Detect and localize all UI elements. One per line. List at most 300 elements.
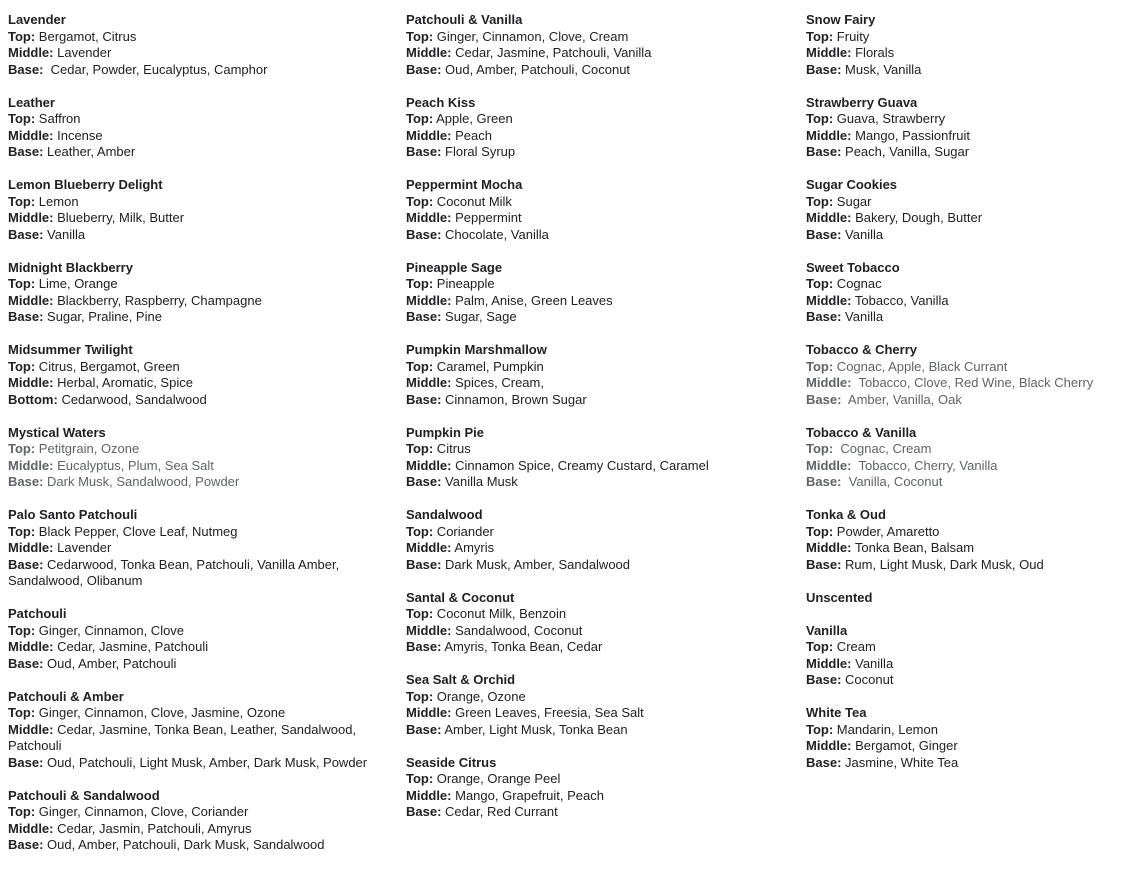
column-left bbox=[8, 12, 406, 870]
note-value: Palm, Anise, Green Leaves bbox=[451, 292, 613, 308]
note-line bbox=[406, 705, 792, 722]
note-line bbox=[8, 309, 394, 326]
note-label: Top: bbox=[806, 441, 834, 456]
fragrance-name: Midsummer Twilight bbox=[8, 342, 133, 357]
note-value: Oud, Patchouli, Light Musk, Amber, Dark Musk, Powder bbox=[43, 754, 368, 770]
note-line bbox=[806, 276, 1143, 293]
note-value: Sugar, Sage bbox=[441, 309, 517, 324]
note-line bbox=[406, 639, 792, 656]
note-value: Oud, Amber, Patchouli bbox=[43, 655, 177, 671]
note-value: Citrus, Bergamot, Green bbox=[35, 358, 180, 374]
note-label: Top: bbox=[406, 523, 434, 539]
fragrance-name: Peppermint Mocha bbox=[406, 177, 523, 192]
note-value: Sugar bbox=[833, 193, 872, 209]
note-label: Middle: bbox=[8, 210, 54, 225]
fragrance-name: Snow Fairy bbox=[806, 12, 876, 27]
fragrance-entry bbox=[406, 425, 792, 491]
fragrance-name: Mystical Waters bbox=[8, 424, 106, 440]
note-label: Top: bbox=[806, 358, 834, 374]
note-label: Top: bbox=[8, 622, 36, 638]
note-label: Middle: bbox=[806, 655, 852, 671]
note-line bbox=[806, 540, 1143, 557]
note-line bbox=[406, 804, 792, 821]
note-value: Bergamot, Ginger bbox=[851, 738, 958, 753]
note-line bbox=[8, 705, 394, 722]
fragrance-entry bbox=[8, 342, 394, 408]
note-line bbox=[806, 309, 1143, 326]
fragrance-name: White Tea bbox=[806, 705, 867, 720]
note-label: Middle: bbox=[806, 210, 852, 225]
note-label: Middle: bbox=[806, 45, 852, 60]
fragrance-entry bbox=[406, 260, 792, 326]
note-value: Coconut Milk bbox=[433, 193, 512, 209]
note-line bbox=[806, 722, 1143, 739]
note-value: Tobacco, Cherry, Vanilla bbox=[851, 457, 998, 473]
note-label: Base: bbox=[406, 391, 442, 407]
note-line bbox=[8, 458, 394, 475]
note-label: Base: bbox=[806, 61, 842, 77]
note-line bbox=[8, 821, 394, 838]
fragrance-name: Santal & Coconut bbox=[406, 589, 515, 605]
note-line bbox=[8, 392, 394, 409]
note-label: Base: bbox=[406, 474, 442, 489]
note-value: Powder, Amaretto bbox=[833, 523, 940, 539]
note-value: Bergamot, Citrus bbox=[35, 28, 137, 44]
note-value: Lime, Orange bbox=[35, 276, 118, 291]
note-value: Dark Musk, Sandalwood, Powder bbox=[43, 474, 240, 489]
note-line bbox=[806, 738, 1143, 755]
note-label: Middle: bbox=[806, 738, 852, 753]
note-value: Dark Musk, Amber, Sandalwood bbox=[441, 556, 631, 572]
note-label: Middle: bbox=[806, 127, 852, 143]
note-label: Base: bbox=[806, 556, 842, 572]
note-value: Amber, Vanilla, Oak bbox=[841, 391, 962, 407]
note-line bbox=[406, 788, 792, 805]
fragrance-name: Sweet Tobacco bbox=[806, 259, 900, 275]
note-line bbox=[806, 474, 1143, 491]
note-line bbox=[8, 128, 394, 145]
note-line bbox=[806, 29, 1143, 46]
note-value: Floral Syrup bbox=[441, 144, 516, 159]
note-line bbox=[8, 804, 394, 821]
note-value: Cognac, Cream bbox=[833, 441, 932, 456]
note-label: Base: bbox=[806, 754, 842, 770]
note-value: Amber, Light Musk, Tonka Bean bbox=[441, 721, 628, 737]
note-value: Mango, Passionfruit bbox=[851, 127, 971, 143]
note-value: Ginger, Cinnamon, Clove, Cream bbox=[433, 28, 629, 44]
note-line bbox=[806, 375, 1143, 392]
note-line bbox=[406, 474, 792, 491]
note-line bbox=[406, 392, 792, 409]
note-label: Top: bbox=[806, 111, 834, 126]
note-line bbox=[406, 771, 792, 788]
note-label: Base: bbox=[806, 144, 842, 159]
note-value: Cream bbox=[833, 639, 876, 654]
note-label: Top: bbox=[806, 193, 834, 209]
note-label: Base: bbox=[8, 837, 44, 852]
note-label: Middle: bbox=[406, 127, 452, 143]
note-label: Top: bbox=[8, 111, 36, 126]
fragrance-entry bbox=[806, 12, 1143, 78]
note-label: Middle: bbox=[8, 127, 54, 143]
note-line bbox=[406, 128, 792, 145]
note-label: Middle: bbox=[406, 622, 452, 638]
note-label: Top: bbox=[406, 688, 434, 704]
fragrance-entry bbox=[8, 425, 394, 491]
fragrance-entry bbox=[806, 342, 1143, 408]
note-value: Orange, Orange Peel bbox=[433, 771, 561, 786]
note-line bbox=[8, 111, 394, 128]
note-line bbox=[806, 755, 1143, 772]
note-value: Lavender bbox=[53, 45, 112, 60]
note-value: Ginger, Cinnamon, Clove, Coriander bbox=[35, 804, 249, 819]
note-line bbox=[806, 62, 1143, 79]
note-label: Top: bbox=[806, 28, 834, 44]
note-label: Top: bbox=[406, 111, 434, 126]
note-line bbox=[8, 375, 394, 392]
note-label: Base: bbox=[806, 474, 842, 489]
note-value: Mango, Grapefruit, Peach bbox=[451, 787, 604, 803]
fragrance-entry bbox=[8, 177, 394, 243]
note-value: Coriander bbox=[433, 523, 494, 539]
fragrance-name: Patchouli & Amber bbox=[8, 688, 124, 704]
note-label: Middle: bbox=[8, 375, 54, 390]
note-line bbox=[406, 359, 792, 376]
note-line bbox=[806, 524, 1143, 541]
note-value: Coconut bbox=[841, 672, 894, 687]
fragrance-entry bbox=[806, 260, 1143, 326]
note-label: Middle: bbox=[8, 540, 54, 555]
note-line bbox=[8, 474, 394, 491]
note-line bbox=[8, 359, 394, 376]
note-value: Cedar, Powder, Eucalyptus, Camphor bbox=[43, 61, 268, 77]
note-value: Tonka Bean, Balsam bbox=[851, 540, 975, 555]
note-label: Base: bbox=[406, 556, 442, 572]
note-label: Top: bbox=[406, 771, 434, 786]
note-label: Base: bbox=[406, 804, 442, 819]
note-value: Pineapple bbox=[433, 276, 495, 291]
note-value: Spices, Cream, bbox=[451, 375, 544, 390]
note-label: Top: bbox=[8, 441, 36, 456]
note-value: Amyris, Tonka Bean, Cedar bbox=[441, 639, 603, 654]
note-value: Leather, Amber bbox=[43, 144, 136, 159]
note-label: Base: bbox=[806, 391, 842, 407]
note-value: Lavender bbox=[53, 540, 112, 555]
note-line bbox=[806, 144, 1143, 161]
fragrance-name: Sea Salt & Orchid bbox=[406, 672, 516, 687]
note-value: Caramel, Pumpkin bbox=[433, 358, 544, 374]
note-label: Top: bbox=[406, 441, 434, 456]
note-label: Base: bbox=[406, 61, 442, 77]
note-line bbox=[806, 639, 1143, 656]
fragrance-name: Tobacco & Vanilla bbox=[806, 424, 917, 440]
note-line bbox=[406, 276, 792, 293]
note-label: Base: bbox=[8, 144, 44, 159]
note-label: Base: bbox=[8, 309, 44, 324]
note-line bbox=[8, 210, 394, 227]
note-line bbox=[806, 227, 1143, 244]
note-value: Vanilla bbox=[841, 226, 884, 242]
note-label: Base: bbox=[406, 309, 442, 324]
note-value: Bakery, Dough, Butter bbox=[851, 210, 983, 225]
note-line bbox=[8, 722, 394, 755]
fragrance-name: Midnight Blackberry bbox=[8, 259, 133, 275]
note-line bbox=[8, 62, 394, 79]
note-value: Tobacco, Clove, Red Wine, Black Cherry bbox=[851, 375, 1094, 390]
fragrance-entry bbox=[406, 95, 792, 161]
note-line bbox=[406, 722, 792, 739]
note-line bbox=[806, 392, 1143, 409]
note-label: Top: bbox=[8, 193, 36, 209]
note-value: Blackberry, Raspberry, Champagne bbox=[53, 292, 262, 308]
note-label: Base: bbox=[406, 639, 442, 654]
note-line bbox=[806, 293, 1143, 310]
note-line bbox=[406, 45, 792, 62]
note-label: Top: bbox=[8, 705, 36, 720]
fragrance-name: Strawberry Guava bbox=[806, 94, 918, 110]
fragrance-name: Peach Kiss bbox=[406, 94, 476, 110]
note-value: Lemon bbox=[35, 193, 79, 209]
note-value: Vanilla bbox=[841, 309, 884, 324]
note-label: Base: bbox=[806, 309, 842, 324]
note-value: Saffron bbox=[35, 111, 81, 126]
note-value: Mandarin, Lemon bbox=[833, 721, 938, 737]
note-value: Rum, Light Musk, Dark Musk, Oud bbox=[841, 556, 1044, 572]
note-value: Sandalwood, Coconut bbox=[451, 622, 583, 638]
note-value: Incense bbox=[53, 127, 103, 143]
note-label: Base: bbox=[8, 556, 44, 572]
note-value: Cinnamon, Brown Sugar bbox=[441, 391, 587, 407]
note-line bbox=[806, 128, 1143, 145]
note-value: Sugar, Praline, Pine bbox=[43, 309, 162, 324]
note-value: Vanilla bbox=[43, 226, 86, 242]
note-value: Guava, Strawberry bbox=[833, 111, 946, 126]
note-label: Top: bbox=[806, 276, 834, 291]
note-value: Fruity bbox=[833, 28, 870, 44]
note-value: Coconut Milk, Benzoin bbox=[433, 606, 567, 621]
note-label: Base: bbox=[406, 144, 442, 159]
fragrance-name: Palo Santo Patchouli bbox=[8, 507, 138, 522]
note-label: Base: bbox=[8, 754, 44, 770]
note-value: Cedar, Jasmin, Patchouli, Amyrus bbox=[53, 820, 252, 836]
fragrance-entry bbox=[406, 672, 792, 738]
note-line bbox=[806, 672, 1143, 689]
note-value: Tobacco, Vanilla bbox=[851, 292, 949, 308]
note-value: Eucalyptus, Plum, Sea Salt bbox=[53, 457, 214, 473]
note-line bbox=[8, 293, 394, 310]
note-value: Oud, Amber, Patchouli, Dark Musk, Sandalwood bbox=[43, 837, 325, 852]
note-label: Top: bbox=[8, 276, 36, 291]
note-line bbox=[406, 293, 792, 310]
note-label: Base: bbox=[406, 226, 442, 242]
note-value: Cedar, Jasmine, Patchouli, Vanilla bbox=[451, 45, 652, 60]
fragrance-entry bbox=[806, 425, 1143, 491]
fragrance-entry bbox=[806, 623, 1143, 689]
fragrance-name: Seaside Citrus bbox=[406, 754, 497, 770]
note-label: Bottom: bbox=[8, 391, 58, 407]
column-middle bbox=[406, 12, 806, 870]
note-label: Base: bbox=[8, 474, 44, 489]
note-label: Middle: bbox=[806, 457, 852, 473]
note-value: Musk, Vanilla bbox=[841, 61, 922, 77]
note-value: Oud, Amber, Patchouli, Coconut bbox=[441, 61, 631, 77]
note-line bbox=[806, 359, 1143, 376]
note-line bbox=[8, 540, 394, 557]
note-line bbox=[406, 194, 792, 211]
note-label: Top: bbox=[406, 276, 434, 291]
note-value: Cedarwood, Tonka Bean, Patchouli, Vanilla Amber, Sandalwood, Olibanum bbox=[8, 556, 343, 588]
note-value: Cedarwood, Sandalwood bbox=[57, 391, 207, 407]
fragrance-entry bbox=[406, 590, 792, 656]
note-value: Cognac bbox=[833, 276, 882, 291]
fragrance-entry bbox=[806, 705, 1143, 771]
note-label: Middle: bbox=[406, 457, 452, 473]
note-line bbox=[8, 639, 394, 656]
note-label: Top: bbox=[8, 358, 36, 374]
fragrance-name: Tonka & Oud bbox=[806, 507, 886, 522]
note-line bbox=[806, 557, 1143, 574]
fragrance-entry bbox=[406, 12, 792, 78]
note-label: Middle: bbox=[406, 45, 452, 60]
note-value: Ginger, Cinnamon, Clove bbox=[35, 622, 185, 638]
note-line bbox=[406, 524, 792, 541]
note-line bbox=[406, 111, 792, 128]
fragrance-name: Sandalwood bbox=[406, 507, 483, 522]
fragrance-entry bbox=[8, 689, 394, 772]
note-label: Middle: bbox=[8, 45, 54, 60]
note-value: Orange, Ozone bbox=[433, 688, 526, 704]
note-value: Herbal, Aromatic, Spice bbox=[53, 375, 193, 390]
note-value: Vanilla Musk bbox=[441, 474, 518, 489]
note-line bbox=[806, 194, 1143, 211]
note-value: Peach bbox=[451, 127, 492, 143]
note-label: Middle: bbox=[406, 705, 452, 720]
fragrance-name: Patchouli & Vanilla bbox=[406, 12, 523, 27]
note-label: Middle: bbox=[806, 540, 852, 555]
fragrance-entry bbox=[406, 755, 792, 821]
fragrance-entry bbox=[806, 177, 1143, 243]
fragrance-entry bbox=[8, 260, 394, 326]
note-value: Peppermint bbox=[451, 210, 522, 225]
note-line bbox=[406, 375, 792, 392]
fragrance-entry bbox=[806, 590, 1143, 607]
note-line bbox=[406, 62, 792, 79]
note-label: Base: bbox=[806, 672, 842, 687]
note-value: Vanilla bbox=[851, 655, 894, 671]
note-value: Green Leaves, Freesia, Sea Salt bbox=[451, 705, 644, 720]
fragrance-entry bbox=[8, 507, 394, 590]
fragrance-name: Lemon Blueberry Delight bbox=[8, 177, 163, 192]
fragrance-name: Pumpkin Marshmallow bbox=[406, 342, 547, 357]
note-value: Apple, Green bbox=[433, 111, 513, 126]
note-line bbox=[406, 458, 792, 475]
note-line bbox=[8, 45, 394, 62]
note-label: Middle: bbox=[406, 292, 452, 308]
note-line bbox=[406, 29, 792, 46]
note-label: Base: bbox=[406, 721, 442, 737]
note-line bbox=[806, 111, 1143, 128]
note-label: Base: bbox=[806, 226, 842, 242]
note-line bbox=[406, 606, 792, 623]
note-label: Top: bbox=[806, 721, 834, 737]
note-line bbox=[8, 276, 394, 293]
note-value: Cognac, Apple, Black Currant bbox=[833, 358, 1008, 374]
note-label: Middle: bbox=[406, 787, 452, 803]
note-label: Top: bbox=[406, 358, 434, 374]
note-value: Blueberry, Milk, Butter bbox=[53, 210, 185, 225]
fragrance-name: Patchouli bbox=[8, 606, 67, 621]
fragrance-entry bbox=[806, 507, 1143, 573]
fragrance-name: Pineapple Sage bbox=[406, 259, 503, 275]
note-line bbox=[406, 689, 792, 706]
note-label: Middle: bbox=[8, 292, 54, 308]
note-line bbox=[406, 623, 792, 640]
fragrance-name: Vanilla bbox=[806, 622, 848, 638]
note-line bbox=[8, 194, 394, 211]
note-value: Cedar, Jasmine, Patchouli bbox=[53, 639, 209, 654]
fragrance-name: Lavender bbox=[8, 12, 66, 27]
note-line bbox=[406, 210, 792, 227]
fragrance-entry bbox=[8, 788, 394, 854]
fragrance-name: Unscented bbox=[806, 589, 873, 605]
fragrance-entry bbox=[8, 606, 394, 672]
note-line bbox=[406, 144, 792, 161]
fragrance-name: Patchouli & Sandalwood bbox=[8, 787, 160, 803]
note-label: Middle: bbox=[806, 375, 852, 390]
fragrance-name: Sugar Cookies bbox=[806, 177, 898, 192]
note-value: Citrus bbox=[433, 441, 471, 456]
note-line bbox=[8, 227, 394, 244]
note-value: Cinnamon Spice, Creamy Custard, Caramel bbox=[451, 457, 709, 473]
note-label: Middle: bbox=[8, 639, 54, 654]
note-line bbox=[806, 45, 1143, 62]
note-line bbox=[406, 557, 792, 574]
fragrance-name: Pumpkin Pie bbox=[406, 424, 485, 440]
note-label: Middle: bbox=[8, 820, 54, 836]
note-label: Top: bbox=[806, 523, 834, 539]
note-line bbox=[806, 441, 1143, 458]
note-line bbox=[8, 144, 394, 161]
note-line bbox=[8, 557, 394, 590]
note-line bbox=[8, 441, 394, 458]
note-label: Base: bbox=[8, 655, 44, 671]
note-label: Top: bbox=[8, 28, 36, 44]
note-value: Chocolate, Vanilla bbox=[441, 226, 549, 242]
note-line bbox=[406, 441, 792, 458]
column-right bbox=[806, 12, 1143, 870]
note-line bbox=[8, 29, 394, 46]
note-line bbox=[406, 309, 792, 326]
note-line bbox=[8, 656, 394, 673]
note-line bbox=[806, 210, 1143, 227]
note-line bbox=[806, 458, 1143, 475]
note-value: Vanilla, Coconut bbox=[841, 474, 943, 489]
note-line bbox=[406, 227, 792, 244]
note-label: Middle: bbox=[406, 540, 452, 555]
note-value: Petitgrain, Ozone bbox=[35, 441, 140, 456]
note-line bbox=[8, 755, 394, 772]
note-label: Top: bbox=[406, 28, 434, 44]
note-label: Middle: bbox=[8, 721, 54, 737]
fragrance-entry bbox=[406, 342, 792, 408]
note-value: Jasmine, White Tea bbox=[841, 754, 959, 770]
note-value: Amyris bbox=[451, 540, 495, 555]
note-value: Ginger, Cinnamon, Clove, Jasmine, Ozone bbox=[35, 705, 286, 720]
note-label: Middle: bbox=[8, 457, 54, 473]
note-label: Middle: bbox=[806, 292, 852, 308]
note-label: Base: bbox=[8, 61, 44, 77]
note-value: Florals bbox=[851, 45, 895, 60]
